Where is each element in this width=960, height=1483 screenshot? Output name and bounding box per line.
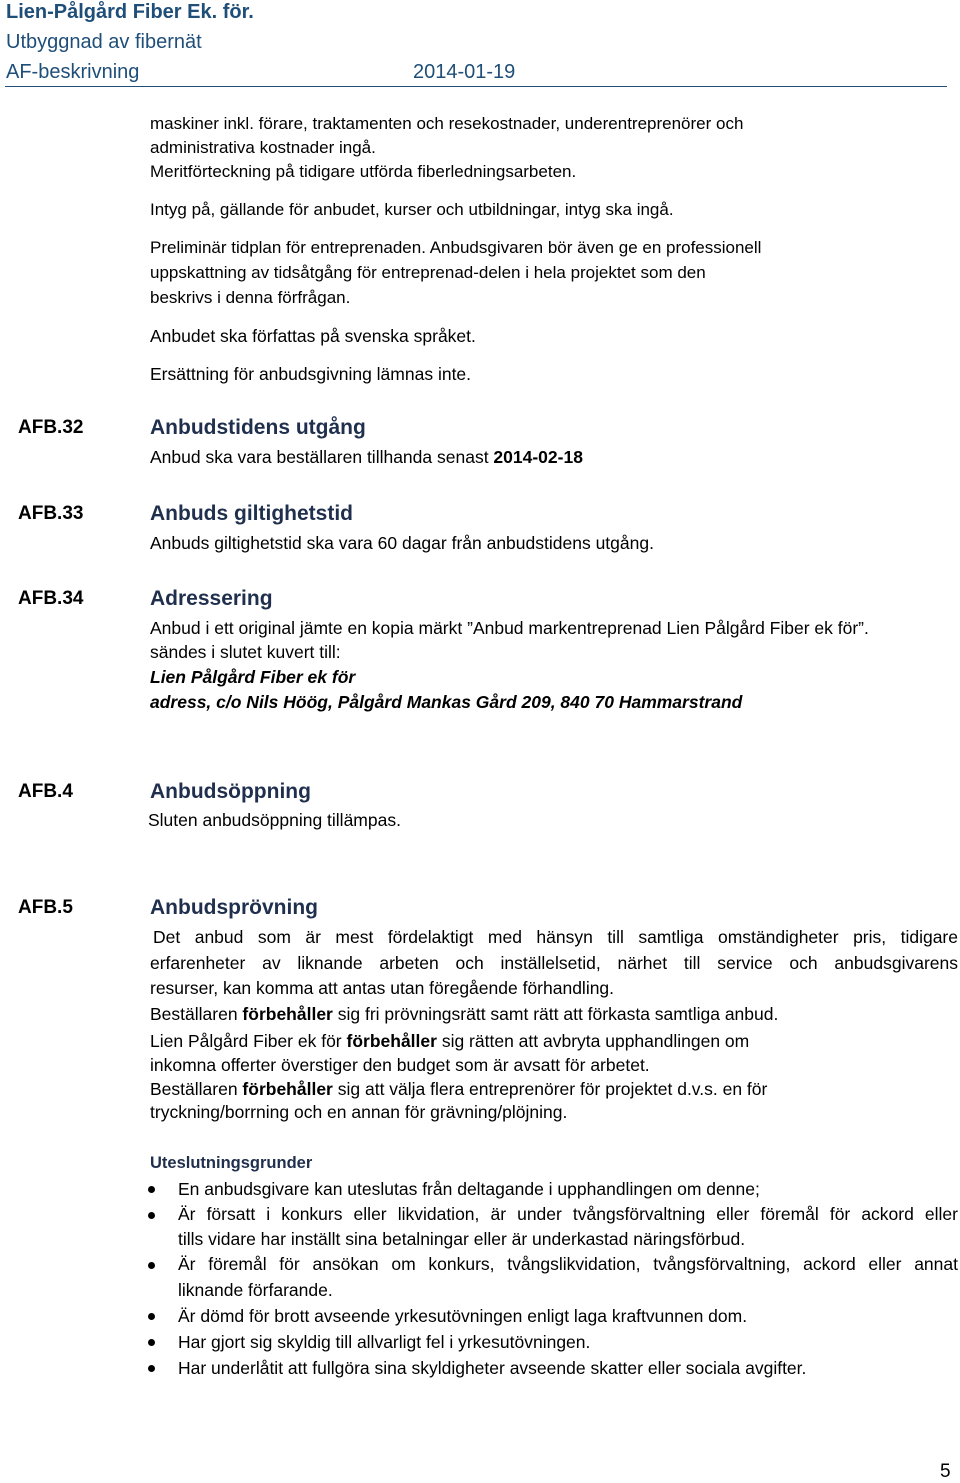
intro-line: beskrivs i denna förfrågan. (150, 288, 351, 307)
paragraph-line: tryckning/borrning och en annan för grävning/plöjning. (150, 1102, 568, 1122)
section-title: Anbudstidens utgång (150, 416, 366, 439)
paragraph-line: resurser, kan komma att antas utan föregående förhandling. (150, 978, 615, 998)
header-org: Lien-Pålgård Fiber Ek. för. (6, 1, 254, 23)
list-item: Har underlåtit att fullgöra sina skyldigheter avseende skatter eller sociala avgifter. (178, 1358, 807, 1378)
paragraph-line: Beställaren förbehåller sig fri prövningsrätt samt rätt att förkasta samtliga anbud. (150, 1004, 779, 1024)
bullet-icon (148, 1262, 155, 1269)
list-item: En anbudsgivare kan uteslutas från deltagande i upphandlingen om denne; (178, 1179, 760, 1199)
bullet-icon (148, 1313, 155, 1320)
list-item: Har gjort sig skyldig till allvarligt fel i yrkesutövningen. (178, 1332, 591, 1352)
list-item: liknande förfarande. (178, 1280, 333, 1300)
intro-line: Meritförteckning på tidigare utförda fiberledningsarbeten. (150, 162, 577, 181)
page-number: 5 (940, 1461, 951, 1482)
intro-line: Anbudet ska författas på svenska språket. (150, 326, 476, 346)
intro-line: Preliminär tidplan för entreprenaden. Anbudsgivaren bör även ge en professionell (150, 238, 762, 257)
paragraph-line: erfarenheter av liknande arbeten och inställelsetid, närhet till service och anbudsgivarens (150, 953, 958, 973)
section-title: Anbuds giltighetstid (150, 502, 353, 525)
section-text (150, 446, 583, 468)
intro-line: Ersättning för anbudsgivning lämnas inte. (150, 364, 472, 384)
address: adress, c/o Nils Höög, Pålgård Mankas Gård 209, 840 70 Hammarstrand (150, 692, 743, 712)
header-date: 2014-01-19 (413, 61, 516, 83)
bullet-icon (148, 1339, 155, 1346)
header-project: Utbyggnad av fibernät (6, 31, 202, 53)
header-rule (5, 86, 947, 87)
bullet-icon (148, 1365, 155, 1372)
deadline-date: 2014-02-18 (493, 447, 583, 467)
section-title: Adressering (150, 587, 273, 610)
section-code: AFB.4 (18, 781, 73, 802)
intro-line: maskiner inkl. förare, traktamenten och resekostnader, underentreprenörer och (150, 114, 744, 133)
list-item: tills vidare har inställt sina betalningar eller är underkastad näringsförbud. (178, 1229, 746, 1249)
section-text: sändes i slutet kuvert till: (150, 642, 341, 662)
paragraph-line: Det anbud som är mest fördelaktigt med hänsyn till samtliga omständigheter pris, tidigare (153, 927, 958, 947)
intro-line: Intyg på, gällande för anbudet, kurser och utbildningar, intyg ska ingå. (150, 200, 674, 219)
bullet-icon (148, 1186, 155, 1193)
list-item: Är försatt i konkurs eller likvidation, är under tvångsförvaltning eller föremål för ackord eller (178, 1204, 958, 1224)
section-text: Anbuds giltighetstid ska vara 60 dagar från anbudstidens utgång. (150, 533, 654, 553)
intro-line: administrativa kostnader ingå. (150, 138, 376, 157)
paragraph-line: Beställaren förbehåller sig att välja flera entreprenörer för projektet d.v.s. en för (150, 1079, 768, 1099)
intro-line: uppskattning av tidsåtgång för entreprenad-delen i hela projektet som den (150, 263, 706, 282)
paragraph-line: Lien Pålgård Fiber ek för förbehåller sig rätten att avbryta upphandlingen om (150, 1031, 750, 1051)
section-code: AFB.5 (18, 897, 73, 918)
deadline-text: Anbud ska vara beställaren tillhanda senast (150, 447, 494, 467)
header-doc-type: AF-beskrivning (6, 61, 140, 83)
addressee: Lien Pålgård Fiber ek för (150, 667, 356, 687)
bullet-icon (148, 1212, 155, 1219)
section-text: Sluten anbudsöppning tillämpas. (148, 810, 401, 830)
list-item: Är föremål för ansökan om konkurs, tvångslikvidation, tvångsförvaltning, ackord eller annat (178, 1254, 958, 1274)
exclusion-heading: Uteslutningsgrunder (150, 1154, 313, 1172)
list-item: Är dömd för brott avseende yrkesutövningen enligt laga kraftvunnen dom. (178, 1306, 748, 1326)
section-code: AFB.33 (18, 503, 84, 524)
section-code: AFB.34 (18, 588, 84, 609)
section-code: AFB.32 (18, 417, 84, 438)
section-title: Anbudsprövning (150, 896, 318, 919)
paragraph-line: inkomna offerter överstiger den budget som är avsatt för arbetet. (150, 1055, 650, 1075)
section-title: Anbudsöppning (150, 780, 311, 803)
section-text: Anbud i ett original jämte en kopia märkt ”Anbud markentreprenad Lien Pålgård Fiber ek för”. (150, 618, 869, 638)
